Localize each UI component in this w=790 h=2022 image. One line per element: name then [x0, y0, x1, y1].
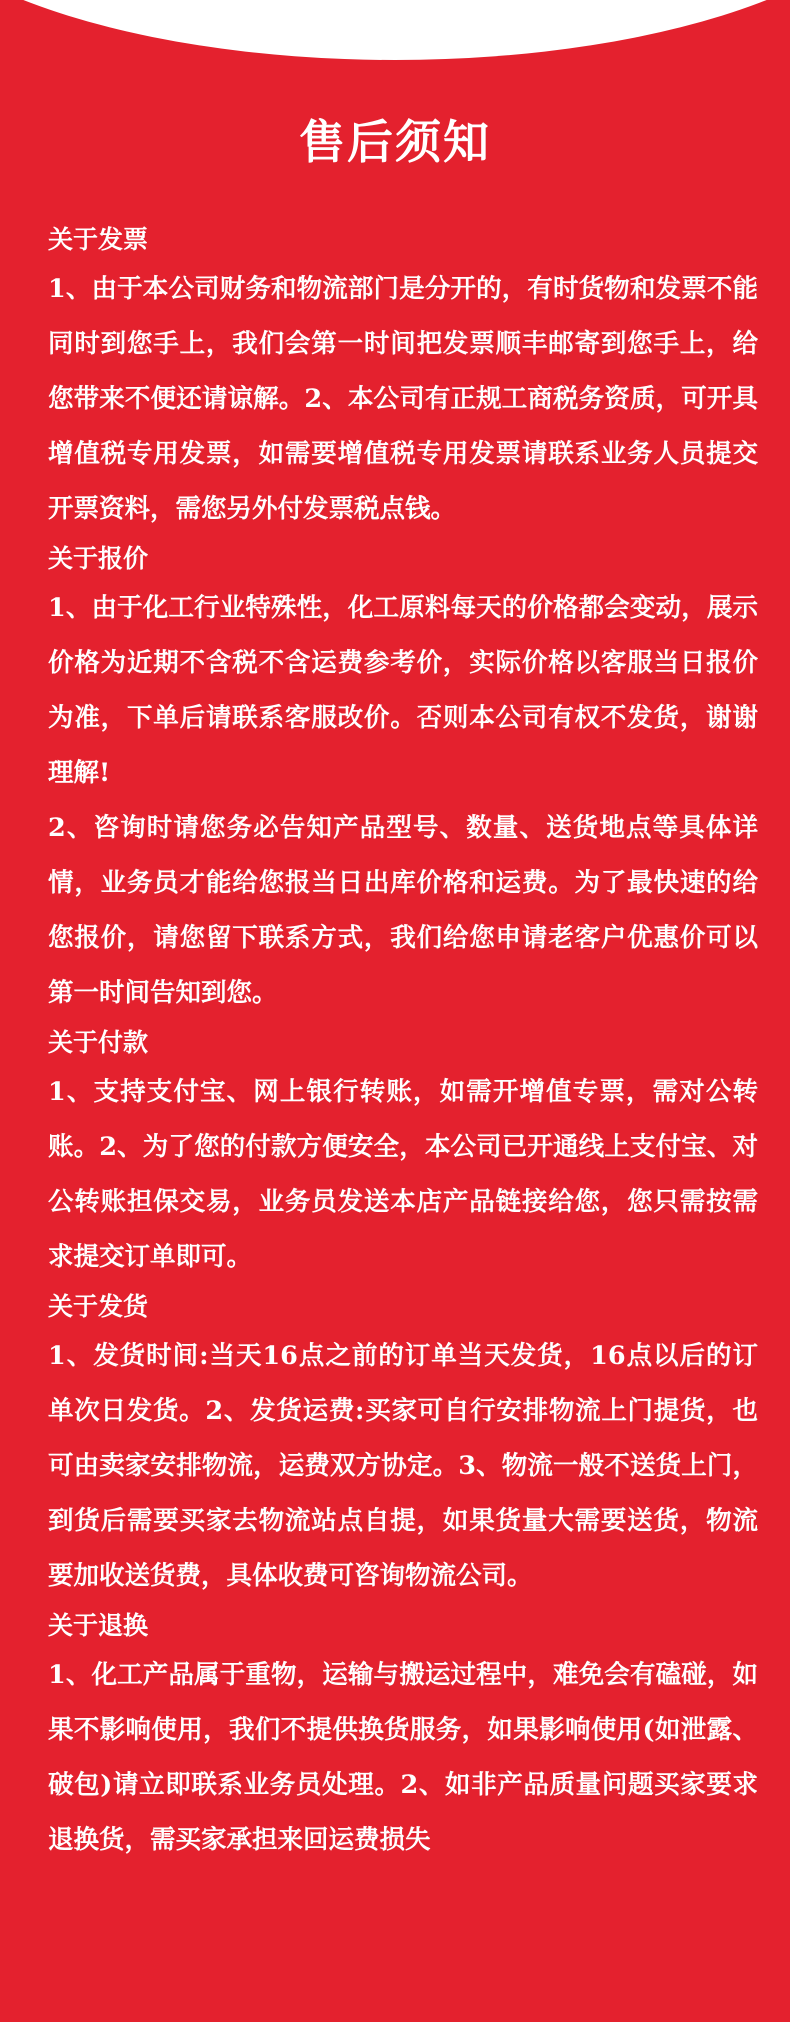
section-paragraph: 1、发货时间:当天16点之前的订单当天发货，16点以后的订单次日发货。2、发货运费:买家可自行安排物流上门提货，也可由卖家安排物流，运费双方协定。3、物流一般不送货上门，到货后需要买家去物流站点自提，如果货量大需要送货，物流要加收送货费，具体收费可咨询物流公司。: [48, 1341, 758, 1591]
section-quote: [48, 537, 758, 1021]
section-paragraph: 1、支持支付宝、网上银行转账，如需开增值专票，需对公转账。2、为了您的付款方便安全，本公司已开通线上支付宝、对公转账担保交易，业务员发送本店产品链接给您，您只需按需求提交订单即可。: [48, 1077, 758, 1272]
section-heading: 关于发票: [48, 225, 149, 254]
section-payment: [48, 1021, 758, 1285]
section-heading: 关于报价: [48, 544, 149, 573]
section-paragraph: 2、咨询时请您务必告知产品型号、数量、送货地点等具体详情，业务员才能给您报当日出库价格和运费。为了最快速的给您报价，请您留下联系方式，我们给您申请老客户优惠价可以第一时间告知到您。: [48, 813, 758, 1008]
top-white-arc: [0, 0, 790, 60]
section-returns: [48, 1604, 758, 1868]
section-heading: 关于退换: [48, 1611, 149, 1640]
page-title: 售后须知: [299, 115, 491, 169]
section-heading: 关于发货: [48, 1292, 149, 1321]
section-paragraph: 1、由于本公司财务和物流部门是分开的，有时货物和发票不能同时到您手上，我们会第一时间把发票顺丰邮寄到您手上，给您带来不便还请谅解。2、本公司有正规工商税务资质，可开具增值税专用发票，如需要增值税专用发票请联系业务人员提交开票资料，需您另外付发票税点钱。: [48, 274, 758, 524]
section-heading: 关于付款: [48, 1028, 149, 1057]
section-invoice: [48, 218, 758, 537]
section-shipping: [48, 1285, 758, 1604]
section-paragraph: 1、由于化工行业特殊性，化工原料每天的价格都会变动，展示价格为近期不含税不含运费参考价，实际价格以客服当日报价为准，下单后请联系客服改价。否则本公司有权不发货，谢谢理解!: [48, 593, 758, 788]
notice-content: [48, 218, 758, 1868]
section-paragraph: 1、化工产品属于重物，运输与搬运过程中，难免会有磕碰，如果不影响使用，我们不提供换货服务，如果影响使用(如泄露、破包)请立即联系业务员处理。2、如非产品质量问题买家要求退换货，需买家承担来回运费损失: [48, 1660, 758, 1855]
